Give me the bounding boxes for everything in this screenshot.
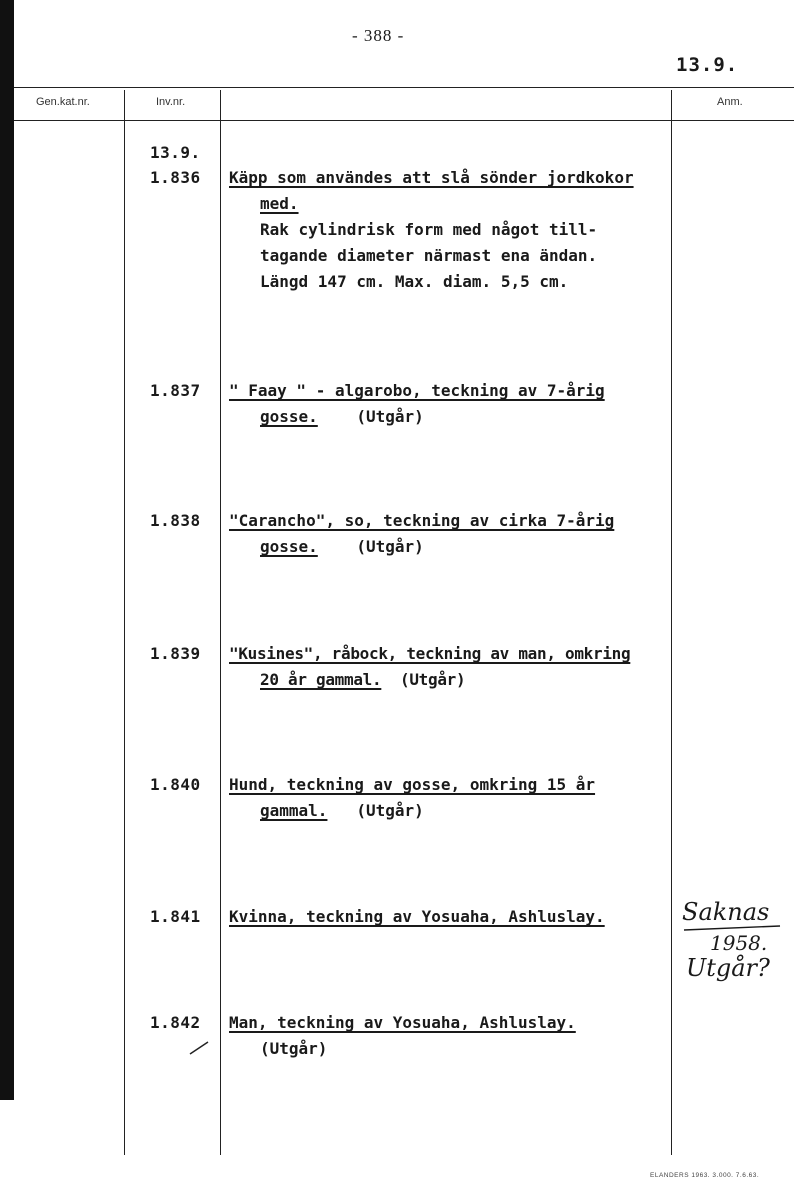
entry-line: " Faay " - algarobo, teckning av 7-årig <box>229 381 605 400</box>
entry-line: Kvinna, teckning av Yosuaha, Ashluslay. <box>229 907 605 926</box>
column-header-anm: Anm. <box>717 96 743 108</box>
header-date: 13.9. <box>676 54 739 76</box>
entry-line: gammal. (Utgår) <box>260 801 424 820</box>
entry-description <box>229 904 605 930</box>
entry-line: Längd 147 cm. Max. diam. 5,5 cm. <box>260 272 569 291</box>
column-header-inv: Inv.nr. <box>156 96 186 108</box>
entry-line: med. <box>260 194 299 213</box>
inv-number: 1.841 <box>150 907 201 926</box>
date-mark: 13.9. <box>150 143 201 162</box>
inv-number: 1.836 <box>150 168 201 187</box>
column-header-gen-kat: Gen.kat.nr. <box>36 96 90 108</box>
header-top-rule <box>14 87 794 88</box>
header-bottom-rule <box>14 120 794 121</box>
inv-number: 1.838 <box>150 511 201 530</box>
entry-description <box>229 378 605 430</box>
column-divider-3 <box>671 90 672 1155</box>
entry-line: (Utgår) <box>260 1039 328 1058</box>
entry-line: tagande diameter närmast ena ändan. <box>260 246 598 265</box>
inv-number: 1.837 <box>150 381 201 400</box>
handwritten-remark <box>678 888 790 988</box>
inv-number: 1.842 <box>150 1013 201 1032</box>
entry-description <box>229 772 595 824</box>
entry-line: gosse. (Utgår) <box>260 407 424 426</box>
entry-line: gosse. (Utgår) <box>260 537 424 556</box>
column-divider-1 <box>124 90 125 1155</box>
entry-line: Man, teckning av Yosuaha, Ashluslay. <box>229 1013 576 1032</box>
entry-description <box>229 1010 576 1062</box>
entry-line: "Carancho", so, teckning av cirka 7-årig <box>229 511 615 530</box>
entry-line: 20 år gammal. (Utgår) <box>260 670 466 689</box>
entry-line: Hund, teckning av gosse, omkring 15 år <box>229 775 596 794</box>
entry-line: "Kusines", råbock, teckning av man, omkring <box>229 644 631 663</box>
binding-strip <box>0 0 14 1100</box>
remark-line-2: 1958. <box>710 931 768 955</box>
remark-underline <box>684 926 780 930</box>
remark-line-3: Utgår? <box>686 954 770 982</box>
page-number: - 388 - <box>352 26 405 45</box>
entry-description <box>229 165 634 295</box>
column-divider-2 <box>220 90 221 1155</box>
remark-line-1: Saknas <box>682 898 770 926</box>
printer-imprint: ELANDERS 1963. 3.000. 7.6.63. <box>650 1172 760 1179</box>
entry-description <box>229 641 630 693</box>
inv-number: 1.839 <box>150 644 201 663</box>
entry-line: Käpp som användes att slå sönder jordkokor <box>229 168 634 187</box>
entry-line: Rak cylindrisk form med något till- <box>260 220 598 239</box>
inv-number: 1.840 <box>150 775 201 794</box>
handwritten-tick-mark <box>188 1040 210 1056</box>
entry-description <box>229 508 614 560</box>
